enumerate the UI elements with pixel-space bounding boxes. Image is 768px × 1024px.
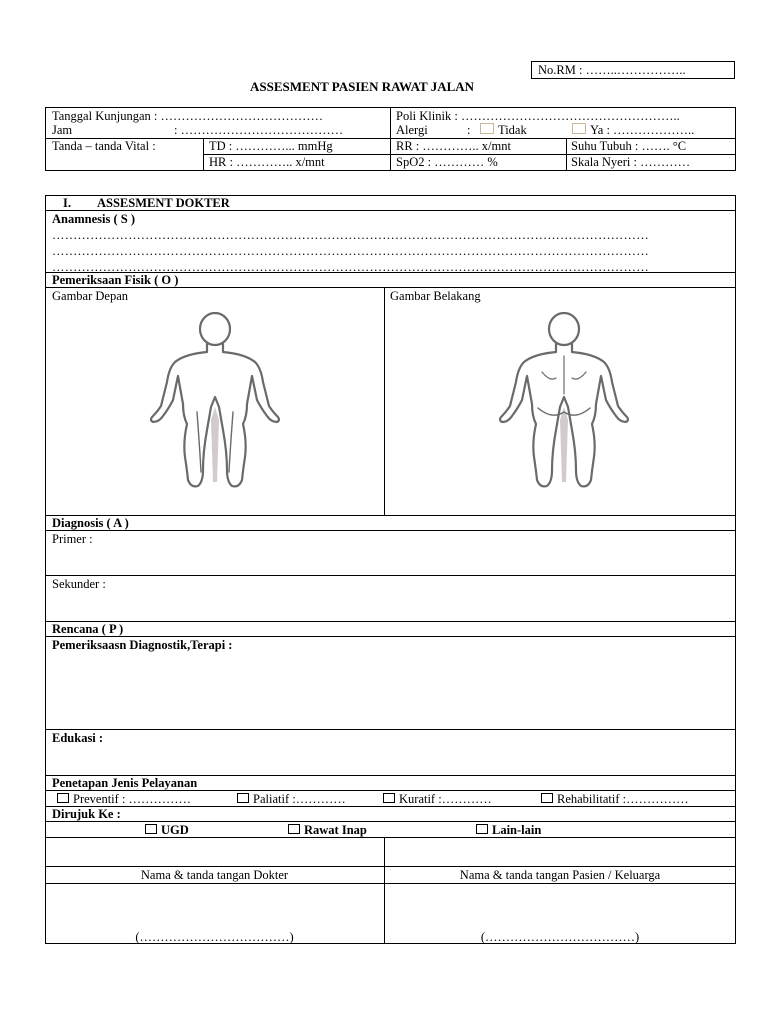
jenis-pelayanan-label: Penetapan Jenis Pelayanan: [52, 776, 198, 790]
checkbox-icon[interactable]: [237, 793, 249, 803]
signature-pasien-field[interactable]: (………………………………): [480, 930, 640, 944]
body-back-figure[interactable]: [494, 312, 634, 492]
jam-label: Jam: [52, 123, 73, 137]
alergi-label: Alergi: [396, 123, 428, 137]
signature-dokter-field[interactable]: (………………………………): [135, 930, 294, 944]
rr-field[interactable]: RR : ………….. x/mnt: [396, 139, 511, 153]
diagnosis-label: Diagnosis ( A ): [52, 516, 129, 530]
poli-klinik-field[interactable]: Poli Klinik : ……………………………………………..: [396, 109, 680, 123]
spo2-field[interactable]: SpO2 : ………… %: [396, 155, 498, 169]
rencana-label: Rencana ( P ): [52, 622, 124, 636]
diagnostik-terapi-field[interactable]: Pemeriksaasn Diagnostik,Terapi :: [52, 638, 233, 652]
checkbox-icon[interactable]: [541, 793, 553, 803]
lain-lain-option[interactable]: Lain-lain: [476, 823, 541, 837]
alergi-colon: :: [467, 123, 471, 137]
pemeriksaan-fisik-label: Pemeriksaan Fisik ( O ): [52, 273, 179, 287]
page-title: ASSESMENT PASIEN RAWAT JALAN: [250, 79, 475, 94]
tanggal-kunjungan-field[interactable]: Tanggal Kunjungan : …………………………………: [52, 109, 323, 123]
tanda-vital-label: Tanda – tanda Vital :: [52, 139, 156, 153]
section-number: I.: [63, 196, 71, 210]
anamnesis-line-2[interactable]: ……………………………………………………………………………………………………………………………: [52, 244, 649, 258]
checkbox-icon[interactable]: [383, 793, 395, 803]
checkbox-icon[interactable]: [145, 824, 157, 834]
ugd-option[interactable]: UGD: [145, 823, 189, 837]
skala-nyeri-field[interactable]: Skala Nyeri : …………: [571, 155, 691, 169]
edukasi-field[interactable]: Edukasi :: [52, 731, 104, 745]
diagnosis-primer-field[interactable]: Primer :: [52, 532, 93, 546]
anamnesis-line-3[interactable]: ……………………………………………………………………………………………………………………………: [52, 260, 649, 274]
rehabilitatif-option[interactable]: Rehabilitatif :……………: [541, 792, 689, 806]
body-front-figure[interactable]: [145, 312, 285, 492]
alergi-ya-option[interactable]: Ya : ………………..: [572, 123, 694, 137]
anamnesis-line-1[interactable]: ……………………………………………………………………………………………………………………………: [52, 228, 649, 242]
gambar-belakang-label: Gambar Belakang: [390, 289, 481, 303]
alergi-tidak-option[interactable]: Tidak: [480, 123, 527, 137]
diagnosis-sekunder-field[interactable]: Sekunder :: [52, 577, 106, 591]
anamnesis-label: Anamnesis ( S ): [52, 212, 135, 226]
kuratif-option[interactable]: Kuratif :…………: [383, 792, 492, 806]
checkbox-icon[interactable]: [476, 824, 488, 834]
checkbox-icon[interactable]: [572, 123, 586, 134]
ttd-pasien-label: Nama & tanda tangan Pasien / Keluarga: [459, 868, 661, 882]
checkbox-icon[interactable]: [480, 123, 494, 134]
section-title: ASSESMENT DOKTER: [97, 196, 230, 210]
td-field[interactable]: TD : …………... mmHg: [209, 139, 333, 153]
no-rm-field[interactable]: No.RM : ……..……………..: [538, 63, 686, 77]
suhu-field[interactable]: Suhu Tubuh : ……. °C: [571, 139, 687, 153]
hr-field[interactable]: HR : ………….. x/mnt: [209, 155, 325, 169]
gambar-depan-label: Gambar Depan: [52, 289, 129, 303]
dirujuk-label: Dirujuk Ke :: [52, 807, 121, 821]
ttd-dokter-label: Nama & tanda tangan Dokter: [140, 868, 289, 882]
preventif-option[interactable]: Preventif : ……………: [57, 792, 191, 806]
rawat-inap-option[interactable]: Rawat Inap: [288, 823, 367, 837]
paliatif-option[interactable]: Paliatif :…………: [237, 792, 346, 806]
checkbox-icon[interactable]: [288, 824, 300, 834]
jam-field[interactable]: : …………………………………: [174, 123, 344, 137]
checkbox-icon[interactable]: [57, 793, 69, 803]
